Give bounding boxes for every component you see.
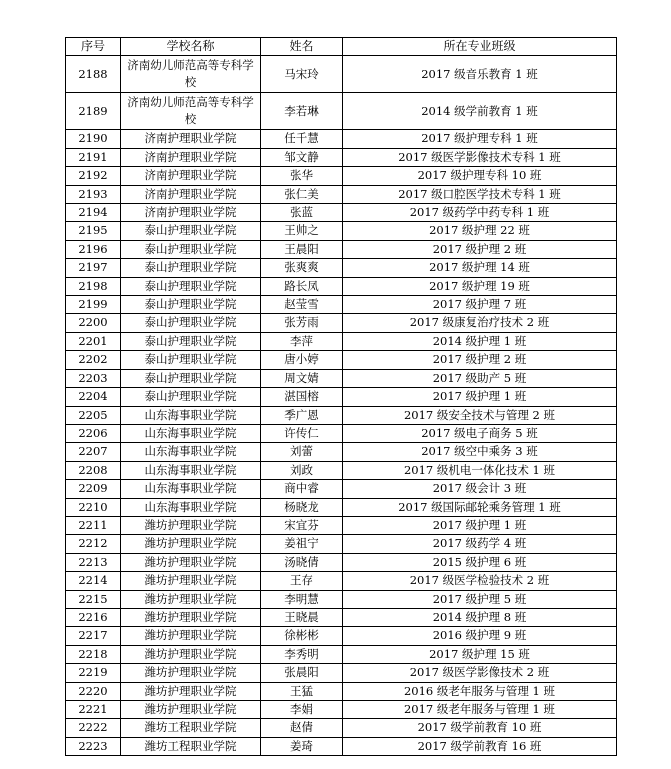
- cell-student-name: 徐彬彬: [261, 627, 343, 645]
- table-row: [66, 627, 617, 645]
- cell-student-name: 姜琦: [261, 737, 343, 755]
- cell-major-class: 2017 级护理专科 1 班: [343, 130, 617, 148]
- cell-student-name: 李明慧: [261, 590, 343, 608]
- table-row: [66, 701, 617, 719]
- cell-major-class: 2017 级护理 19 班: [343, 277, 617, 295]
- cell-school-name: 潍坊护理职业学院: [121, 553, 261, 571]
- cell-serial-number: 2194: [66, 204, 121, 222]
- header-major-class: 所在专业班级: [343, 38, 617, 56]
- cell-serial-number: 2199: [66, 296, 121, 314]
- cell-school-name: 山东海事职业学院: [121, 406, 261, 424]
- cell-school-name: 山东海事职业学院: [121, 498, 261, 516]
- table-body: [66, 56, 617, 756]
- table-row: [66, 461, 617, 479]
- cell-serial-number: 2213: [66, 553, 121, 571]
- cell-school-name: 山东海事职业学院: [121, 443, 261, 461]
- table-row: [66, 93, 617, 130]
- cell-serial-number: 2190: [66, 130, 121, 148]
- cell-major-class: 2017 级康复治疗技术 2 班: [343, 314, 617, 332]
- cell-serial-number: 2202: [66, 351, 121, 369]
- table-row: [66, 682, 617, 700]
- cell-serial-number: 2205: [66, 406, 121, 424]
- cell-school-name: 泰山护理职业学院: [121, 388, 261, 406]
- cell-major-class: 2017 级药学中药专科 1 班: [343, 204, 617, 222]
- cell-school-name: 泰山护理职业学院: [121, 296, 261, 314]
- cell-serial-number: 2217: [66, 627, 121, 645]
- table-header: [66, 38, 617, 56]
- cell-school-name: 泰山护理职业学院: [121, 314, 261, 332]
- cell-major-class: 2017 级国际邮轮乘务管理 1 班: [343, 498, 617, 516]
- cell-student-name: 唐小婷: [261, 351, 343, 369]
- cell-student-name: 汤晓倩: [261, 553, 343, 571]
- cell-student-name: 宋宜芬: [261, 516, 343, 534]
- cell-school-name: 济南护理职业学院: [121, 130, 261, 148]
- cell-major-class: 2017 级护理 22 班: [343, 222, 617, 240]
- cell-major-class: 2017 级医学检验技术 2 班: [343, 572, 617, 590]
- cell-school-name: 潍坊护理职业学院: [121, 608, 261, 626]
- cell-serial-number: 2201: [66, 332, 121, 350]
- table-row: [66, 572, 617, 590]
- cell-student-name: 张晨阳: [261, 664, 343, 682]
- cell-serial-number: 2196: [66, 240, 121, 258]
- cell-major-class: 2016 级老年服务与管理 1 班: [343, 682, 617, 700]
- cell-school-name: 潍坊护理职业学院: [121, 572, 261, 590]
- cell-school-name: 泰山护理职业学院: [121, 277, 261, 295]
- student-roster-table: [65, 37, 617, 756]
- cell-school-name: 泰山护理职业学院: [121, 222, 261, 240]
- cell-serial-number: 2218: [66, 645, 121, 663]
- cell-student-name: 李萍: [261, 332, 343, 350]
- cell-serial-number: 2209: [66, 480, 121, 498]
- table-row: [66, 498, 617, 516]
- table-row: [66, 240, 617, 258]
- cell-school-name: 济南护理职业学院: [121, 185, 261, 203]
- table-row: [66, 535, 617, 553]
- cell-serial-number: 2219: [66, 664, 121, 682]
- cell-school-name: 潍坊护理职业学院: [121, 701, 261, 719]
- cell-student-name: 邹文静: [261, 148, 343, 166]
- cell-student-name: 张爽爽: [261, 259, 343, 277]
- cell-school-name: 山东海事职业学院: [121, 461, 261, 479]
- cell-major-class: 2017 级医学影像技术 2 班: [343, 664, 617, 682]
- cell-major-class: 2017 级护理 15 班: [343, 645, 617, 663]
- table-row: [66, 351, 617, 369]
- table-row: [66, 608, 617, 626]
- cell-major-class: 2016 级护理 9 班: [343, 627, 617, 645]
- table-row: [66, 185, 617, 203]
- cell-major-class: 2017 级药学 4 班: [343, 535, 617, 553]
- cell-serial-number: 2203: [66, 369, 121, 387]
- cell-serial-number: 2198: [66, 277, 121, 295]
- cell-major-class: 2017 级安全技术与管理 2 班: [343, 406, 617, 424]
- cell-student-name: 杨晓龙: [261, 498, 343, 516]
- cell-serial-number: 2206: [66, 424, 121, 442]
- cell-student-name: 李若琳: [261, 93, 343, 130]
- cell-serial-number: 2212: [66, 535, 121, 553]
- cell-student-name: 任千慧: [261, 130, 343, 148]
- cell-serial-number: 2197: [66, 259, 121, 277]
- cell-school-name: 潍坊护理职业学院: [121, 627, 261, 645]
- cell-major-class: 2017 级护理专科 10 班: [343, 167, 617, 185]
- cell-serial-number: 2191: [66, 148, 121, 166]
- cell-school-name: 济南护理职业学院: [121, 148, 261, 166]
- cell-school-name: 潍坊护理职业学院: [121, 535, 261, 553]
- cell-school-name: 潍坊护理职业学院: [121, 645, 261, 663]
- table-row: [66, 553, 617, 571]
- cell-serial-number: 2195: [66, 222, 121, 240]
- cell-student-name: 王晨阳: [261, 240, 343, 258]
- table-row: [66, 130, 617, 148]
- table-row: [66, 259, 617, 277]
- cell-student-name: 湛国榕: [261, 388, 343, 406]
- cell-serial-number: 2210: [66, 498, 121, 516]
- table-row: [66, 148, 617, 166]
- cell-school-name: 泰山护理职业学院: [121, 332, 261, 350]
- table-row: [66, 369, 617, 387]
- cell-major-class: 2017 级口腔医学技术专科 1 班: [343, 185, 617, 203]
- cell-school-name: 山东海事职业学院: [121, 480, 261, 498]
- header-student-name: 姓名: [261, 38, 343, 56]
- cell-student-name: 姜祖宁: [261, 535, 343, 553]
- cell-student-name: 刘蕾: [261, 443, 343, 461]
- cell-major-class: 2015 级护理 6 班: [343, 553, 617, 571]
- cell-student-name: 李娟: [261, 701, 343, 719]
- cell-school-name: 潍坊工程职业学院: [121, 719, 261, 737]
- cell-serial-number: 2192: [66, 167, 121, 185]
- cell-serial-number: 2215: [66, 590, 121, 608]
- table-row: [66, 406, 617, 424]
- cell-student-name: 马宋玲: [261, 56, 343, 93]
- cell-serial-number: 2214: [66, 572, 121, 590]
- cell-serial-number: 2211: [66, 516, 121, 534]
- cell-major-class: 2014 级护理 8 班: [343, 608, 617, 626]
- cell-serial-number: 2208: [66, 461, 121, 479]
- cell-school-name: 济南幼儿师范高等专科学校: [121, 93, 261, 130]
- cell-school-name: 潍坊护理职业学院: [121, 516, 261, 534]
- cell-major-class: 2017 级空中乘务 3 班: [343, 443, 617, 461]
- cell-major-class: 2017 级会计 3 班: [343, 480, 617, 498]
- header-row: [66, 38, 617, 56]
- table-row: [66, 204, 617, 222]
- cell-student-name: 王猛: [261, 682, 343, 700]
- cell-serial-number: 2204: [66, 388, 121, 406]
- cell-school-name: 泰山护理职业学院: [121, 369, 261, 387]
- table-row: [66, 424, 617, 442]
- cell-serial-number: 2222: [66, 719, 121, 737]
- cell-school-name: 泰山护理职业学院: [121, 351, 261, 369]
- cell-student-name: 许传仁: [261, 424, 343, 442]
- cell-student-name: 刘政: [261, 461, 343, 479]
- cell-major-class: 2017 级护理 1 班: [343, 388, 617, 406]
- cell-student-name: 赵倩: [261, 719, 343, 737]
- cell-school-name: 泰山护理职业学院: [121, 259, 261, 277]
- cell-student-name: 张仁美: [261, 185, 343, 203]
- cell-student-name: 张蓝: [261, 204, 343, 222]
- cell-major-class: 2017 级护理 1 班: [343, 516, 617, 534]
- cell-serial-number: 2207: [66, 443, 121, 461]
- cell-student-name: 王存: [261, 572, 343, 590]
- cell-student-name: 周文婧: [261, 369, 343, 387]
- cell-school-name: 泰山护理职业学院: [121, 240, 261, 258]
- cell-major-class: 2017 级助产 5 班: [343, 369, 617, 387]
- cell-serial-number: 2200: [66, 314, 121, 332]
- cell-school-name: 山东海事职业学院: [121, 424, 261, 442]
- cell-major-class: 2017 级护理 2 班: [343, 240, 617, 258]
- table-row: [66, 737, 617, 755]
- table-row: [66, 56, 617, 93]
- cell-student-name: 王帅之: [261, 222, 343, 240]
- table-row: [66, 314, 617, 332]
- cell-student-name: 商中睿: [261, 480, 343, 498]
- table-row: [66, 664, 617, 682]
- table-row: [66, 719, 617, 737]
- cell-student-name: 王晓晨: [261, 608, 343, 626]
- cell-student-name: 李秀明: [261, 645, 343, 663]
- cell-student-name: 赵莹雪: [261, 296, 343, 314]
- cell-school-name: 济南护理职业学院: [121, 167, 261, 185]
- cell-school-name: 潍坊护理职业学院: [121, 590, 261, 608]
- cell-major-class: 2017 级护理 7 班: [343, 296, 617, 314]
- cell-serial-number: 2188: [66, 56, 121, 93]
- header-serial-number: 序号: [66, 38, 121, 56]
- table-row: [66, 590, 617, 608]
- cell-major-class: 2017 级机电一体化技术 1 班: [343, 461, 617, 479]
- cell-major-class: 2017 级老年服务与管理 1 班: [343, 701, 617, 719]
- cell-school-name: 潍坊护理职业学院: [121, 682, 261, 700]
- table-row: [66, 277, 617, 295]
- cell-school-name: 济南幼儿师范高等专科学校: [121, 56, 261, 93]
- table-row: [66, 388, 617, 406]
- cell-major-class: 2017 级护理 14 班: [343, 259, 617, 277]
- cell-student-name: 季广恩: [261, 406, 343, 424]
- table-row: [66, 167, 617, 185]
- table-row: [66, 480, 617, 498]
- cell-serial-number: 2193: [66, 185, 121, 203]
- cell-serial-number: 2223: [66, 737, 121, 755]
- cell-major-class: 2017 级音乐教育 1 班: [343, 56, 617, 93]
- cell-student-name: 张华: [261, 167, 343, 185]
- table-row: [66, 443, 617, 461]
- table-row: [66, 645, 617, 663]
- cell-major-class: 2017 级医学影像技术专科 1 班: [343, 148, 617, 166]
- table-row: [66, 296, 617, 314]
- cell-major-class: 2017 级电子商务 5 班: [343, 424, 617, 442]
- cell-school-name: 潍坊工程职业学院: [121, 737, 261, 755]
- cell-major-class: 2017 级学前教育 10 班: [343, 719, 617, 737]
- cell-student-name: 路长凤: [261, 277, 343, 295]
- table-row: [66, 516, 617, 534]
- cell-school-name: 济南护理职业学院: [121, 204, 261, 222]
- cell-major-class: 2017 级护理 5 班: [343, 590, 617, 608]
- cell-student-name: 张芳雨: [261, 314, 343, 332]
- cell-major-class: 2014 级护理 1 班: [343, 332, 617, 350]
- cell-serial-number: 2216: [66, 608, 121, 626]
- table-row: [66, 222, 617, 240]
- cell-major-class: 2017 级护理 2 班: [343, 351, 617, 369]
- cell-serial-number: 2221: [66, 701, 121, 719]
- cell-major-class: 2017 级学前教育 16 班: [343, 737, 617, 755]
- cell-major-class: 2014 级学前教育 1 班: [343, 93, 617, 130]
- header-school-name: 学校名称: [121, 38, 261, 56]
- cell-serial-number: 2189: [66, 93, 121, 130]
- cell-school-name: 潍坊护理职业学院: [121, 664, 261, 682]
- table-row: [66, 332, 617, 350]
- cell-serial-number: 2220: [66, 682, 121, 700]
